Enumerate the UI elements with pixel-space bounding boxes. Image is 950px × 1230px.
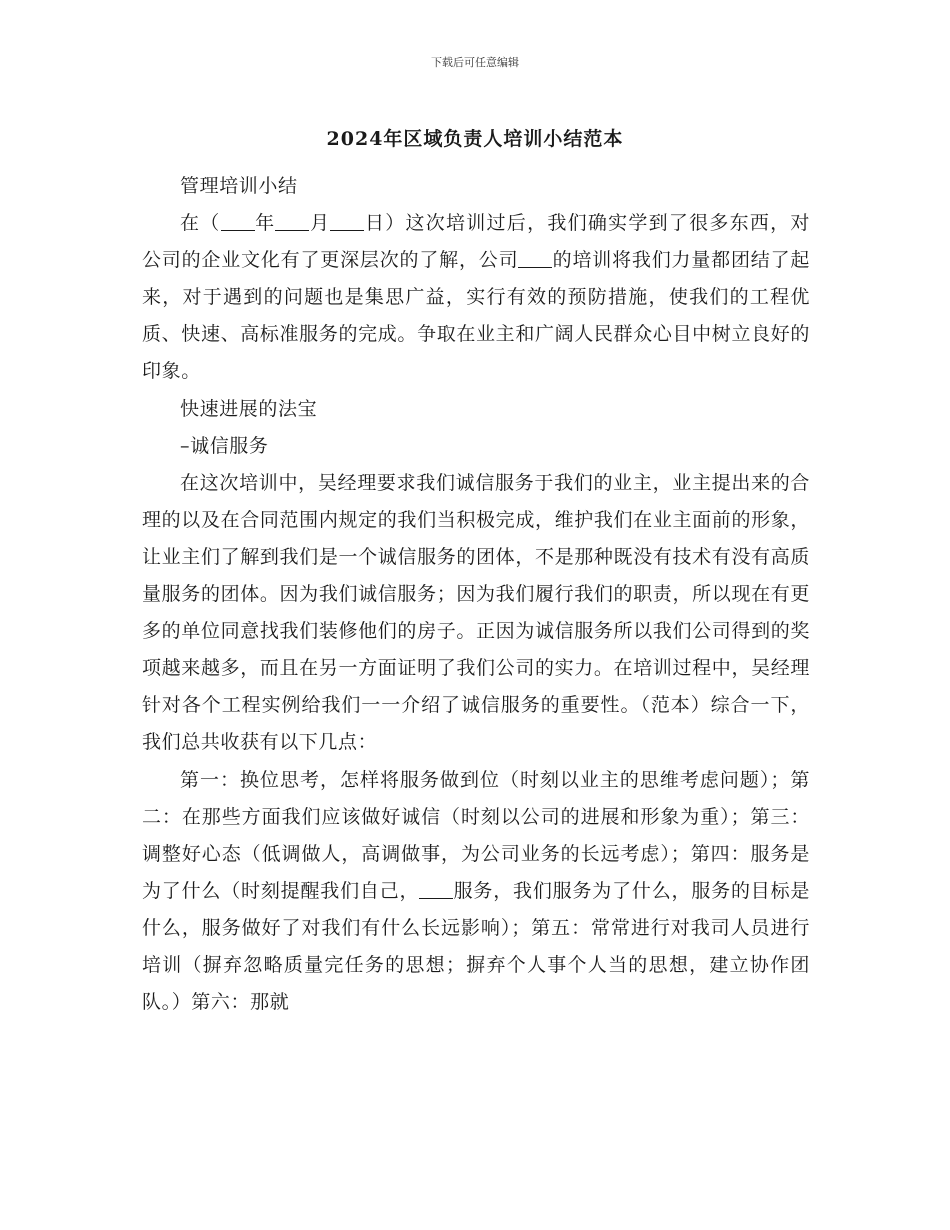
document-body (142, 168, 810, 1021)
header-note: 下载后可任意编辑 (431, 56, 519, 69)
text-run: 日）这次培训过后，我们确实学到了很多东西，对公司的企业文化有了更深层次的了解，公司 (142, 212, 810, 272)
blank-line (330, 211, 364, 231)
paragraph-body: 在这次培训中，吴经理要求我们诚信服务于我们的业主，业主提出来的合理的以及在合同范围内规定的我们当积极完成，维护我们在业主面前的形象，让业主们了解到我们是一个诚信服务的团体，不是那种既没有技术有没有高质量服务的团体。因为我们诚信服务；因为我们履行我们的职责，所以现在有更多的单位同意找我们装修他们的房子。正因为诚信服务所以我们公司得到的奖项越来越多，而且在另一方面证明了我们公司的实力。在培训过程中，吴经理针对各个工程实例给我们一一介绍了诚信服务的重要性。（范本）综合一下，我们总共收获有以下几点： (142, 471, 810, 754)
text-run: 第一：换位思考，怎样将服务做到位（时刻以业主的思维考虑问题）；第二：在那些方面我们应该做好诚信（时刻以公司的进展和形象为重）；第三：调整好心态（低调做人，高调做事，为公司业务的长远考虑）；第四：服务是为了什么（时刻提醒我们自己， (142, 768, 810, 902)
text-run: 在（ (180, 212, 221, 235)
blank-line (221, 211, 255, 231)
document-title: 2024年区域负责人培训小结范本 (326, 128, 624, 150)
blank-line (275, 211, 309, 231)
paragraph-section-heading: 管理培训小结 (180, 175, 298, 197)
text-run: 月 (309, 212, 331, 235)
paragraph-subheading-item: –诚信服务 (180, 434, 269, 457)
blank-line (518, 248, 552, 268)
text-run: 的培训将我们力量都团结了起来，对于遇到的问题也是集思广益，实行有效的预防措施，使我们的工程优质、快速、高标准服务的完成。争取在业主和广阔人民群众心目中树立良好的印象。 (142, 249, 810, 383)
paragraph-subheading: 快速进展的法宝 (180, 397, 318, 420)
text-run: 服务，我们服务为了什么，服务的目标是什么，服务做好了对我们有什么长远影响）；第五：常常进行对我司人员进行培训（摒弃忽略质量完任务的思想；摒弃个人事个人当的思想，建立协作团队。）第六：那就 (142, 879, 810, 1014)
paragraph-intro (142, 205, 810, 390)
text-run: 年 (254, 212, 276, 235)
blank-line (419, 879, 453, 899)
paragraph-points (142, 762, 810, 1022)
